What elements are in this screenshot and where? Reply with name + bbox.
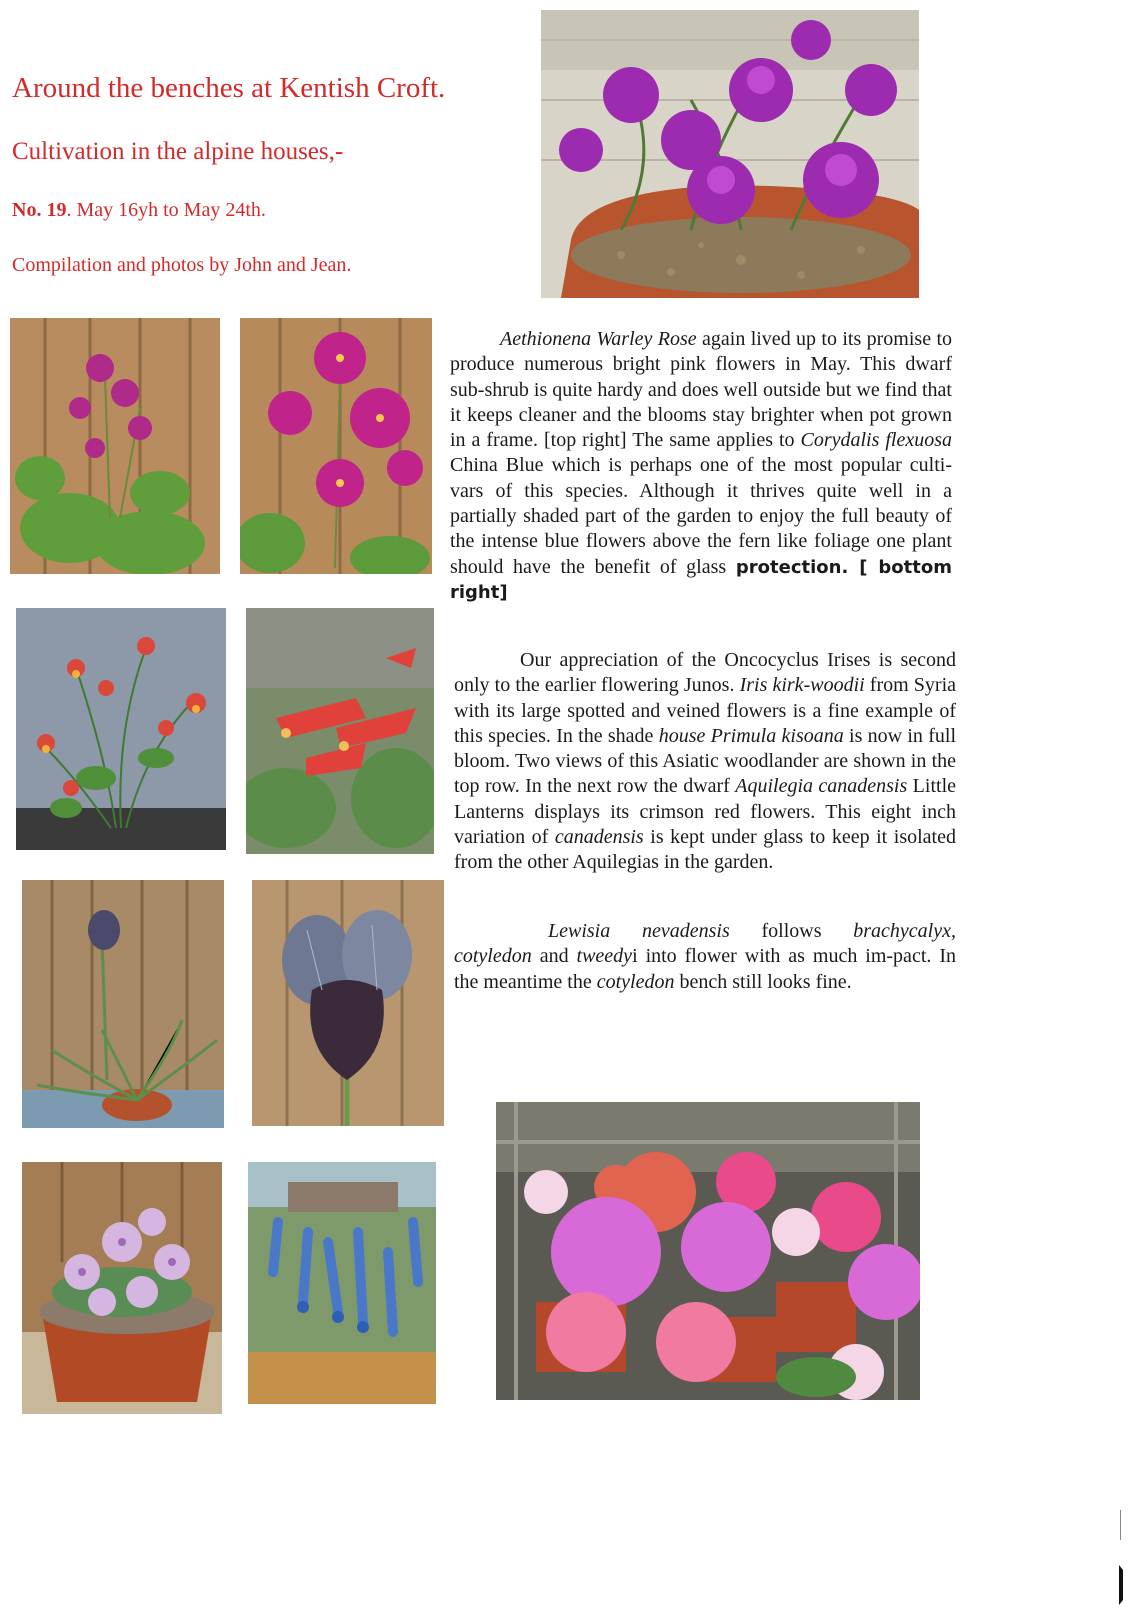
- photo-iris-kirkwoodii-2: [252, 880, 444, 1126]
- photo-iris-kirkwoodii-1: [22, 880, 224, 1128]
- plant-name-lewisia: Lewisia nevadensis: [548, 920, 730, 942]
- photo-cotyledon-bench: [496, 1102, 920, 1400]
- photo-aquilegia-canadensis-1: [16, 608, 226, 850]
- article-paragraph-2: Our appreciation of the Oncocyclus Irises is second only to the earlier flowering Junos. Iris kirk-woodii from Syria with its large spotted and veined flowers is a fine example of this species. In the shade house Primula kisoana is now in full bloom. Two views of this Asiatic woodlander are shown in the top row. In the next row the dwarf Aquilegia canadensis Little Lanterns displays its crimson red flowers. This eight inch variation of canadensis is kept under glass to keep it isolated from the other Aquilegias in the garden.: [454, 649, 956, 874]
- photo-reference-bold: protection. [ bottom right]: [450, 556, 953, 603]
- plant-name-corydalis: Corydalis flexuosa: [800, 429, 953, 452]
- photo-aethionema-warley-rose: [541, 10, 919, 298]
- scan-edge-mark: [1117, 1510, 1125, 1605]
- photo-aquilegia-canadensis-2: [246, 608, 434, 854]
- plant-name-aethionema: Aethionena Warley Rose: [500, 328, 697, 350]
- photo-lewisia-nevadensis: [22, 1162, 222, 1414]
- issue-number: No. 19: [12, 199, 67, 221]
- page-subtitle: Cultivation in the alpine houses,-: [12, 138, 344, 165]
- plant-name-cotyledon: cotyledon: [596, 970, 675, 993]
- issue-line: [12, 199, 266, 222]
- photo-primula-kisoana-2: [240, 318, 432, 574]
- photo-credit: Compilation and photos by John and Jean.: [12, 254, 352, 276]
- page-title: Around the benches at Kentish Croft.: [12, 72, 446, 104]
- plant-name-iris: Iris kirk-woodii: [739, 674, 865, 697]
- plant-name-primula: house Primula kisoana: [658, 724, 844, 747]
- article-paragraph-1: Aethionena Warley Rose again lived up to its promise to produce numerous bright pink flowers in May. This dwarf sub-shrub is quite hardy and does well outside but we find that it keeps cleaner and the blooms stay brighter when pot grown in a frame. [top right] The same applies to Corydalis flexuosa China Blue which is perhaps one of the most popular culti-vars of this species. Although it thrives quite well in a partially shaded part of the garden to enjoy the full beauty of the intense blue flowers above the fern like foliage one plant should have the benefit of glass protection. [ bottom right]: [450, 328, 953, 603]
- plant-name-brachycalyx: brachycalyx, cotyledon: [454, 920, 956, 968]
- plant-name-tweedyi: tweedy: [576, 945, 633, 968]
- plant-name-canadensis: canadensis: [554, 826, 644, 849]
- issue-dates: . May 16yh to May 24th.: [66, 199, 266, 221]
- photo-corydalis-flexuosa: [248, 1162, 436, 1404]
- photo-primula-kisoana-1: [10, 318, 220, 574]
- article-paragraph-3: Lewisia nevadensis follows brachycalyx, cotyledon and tweedyi into flower with as much im-pact. In the meantime the cotyledon bench still looks fine.: [454, 920, 956, 993]
- plant-name-aquilegia: Aquilegia canadensis: [735, 775, 908, 798]
